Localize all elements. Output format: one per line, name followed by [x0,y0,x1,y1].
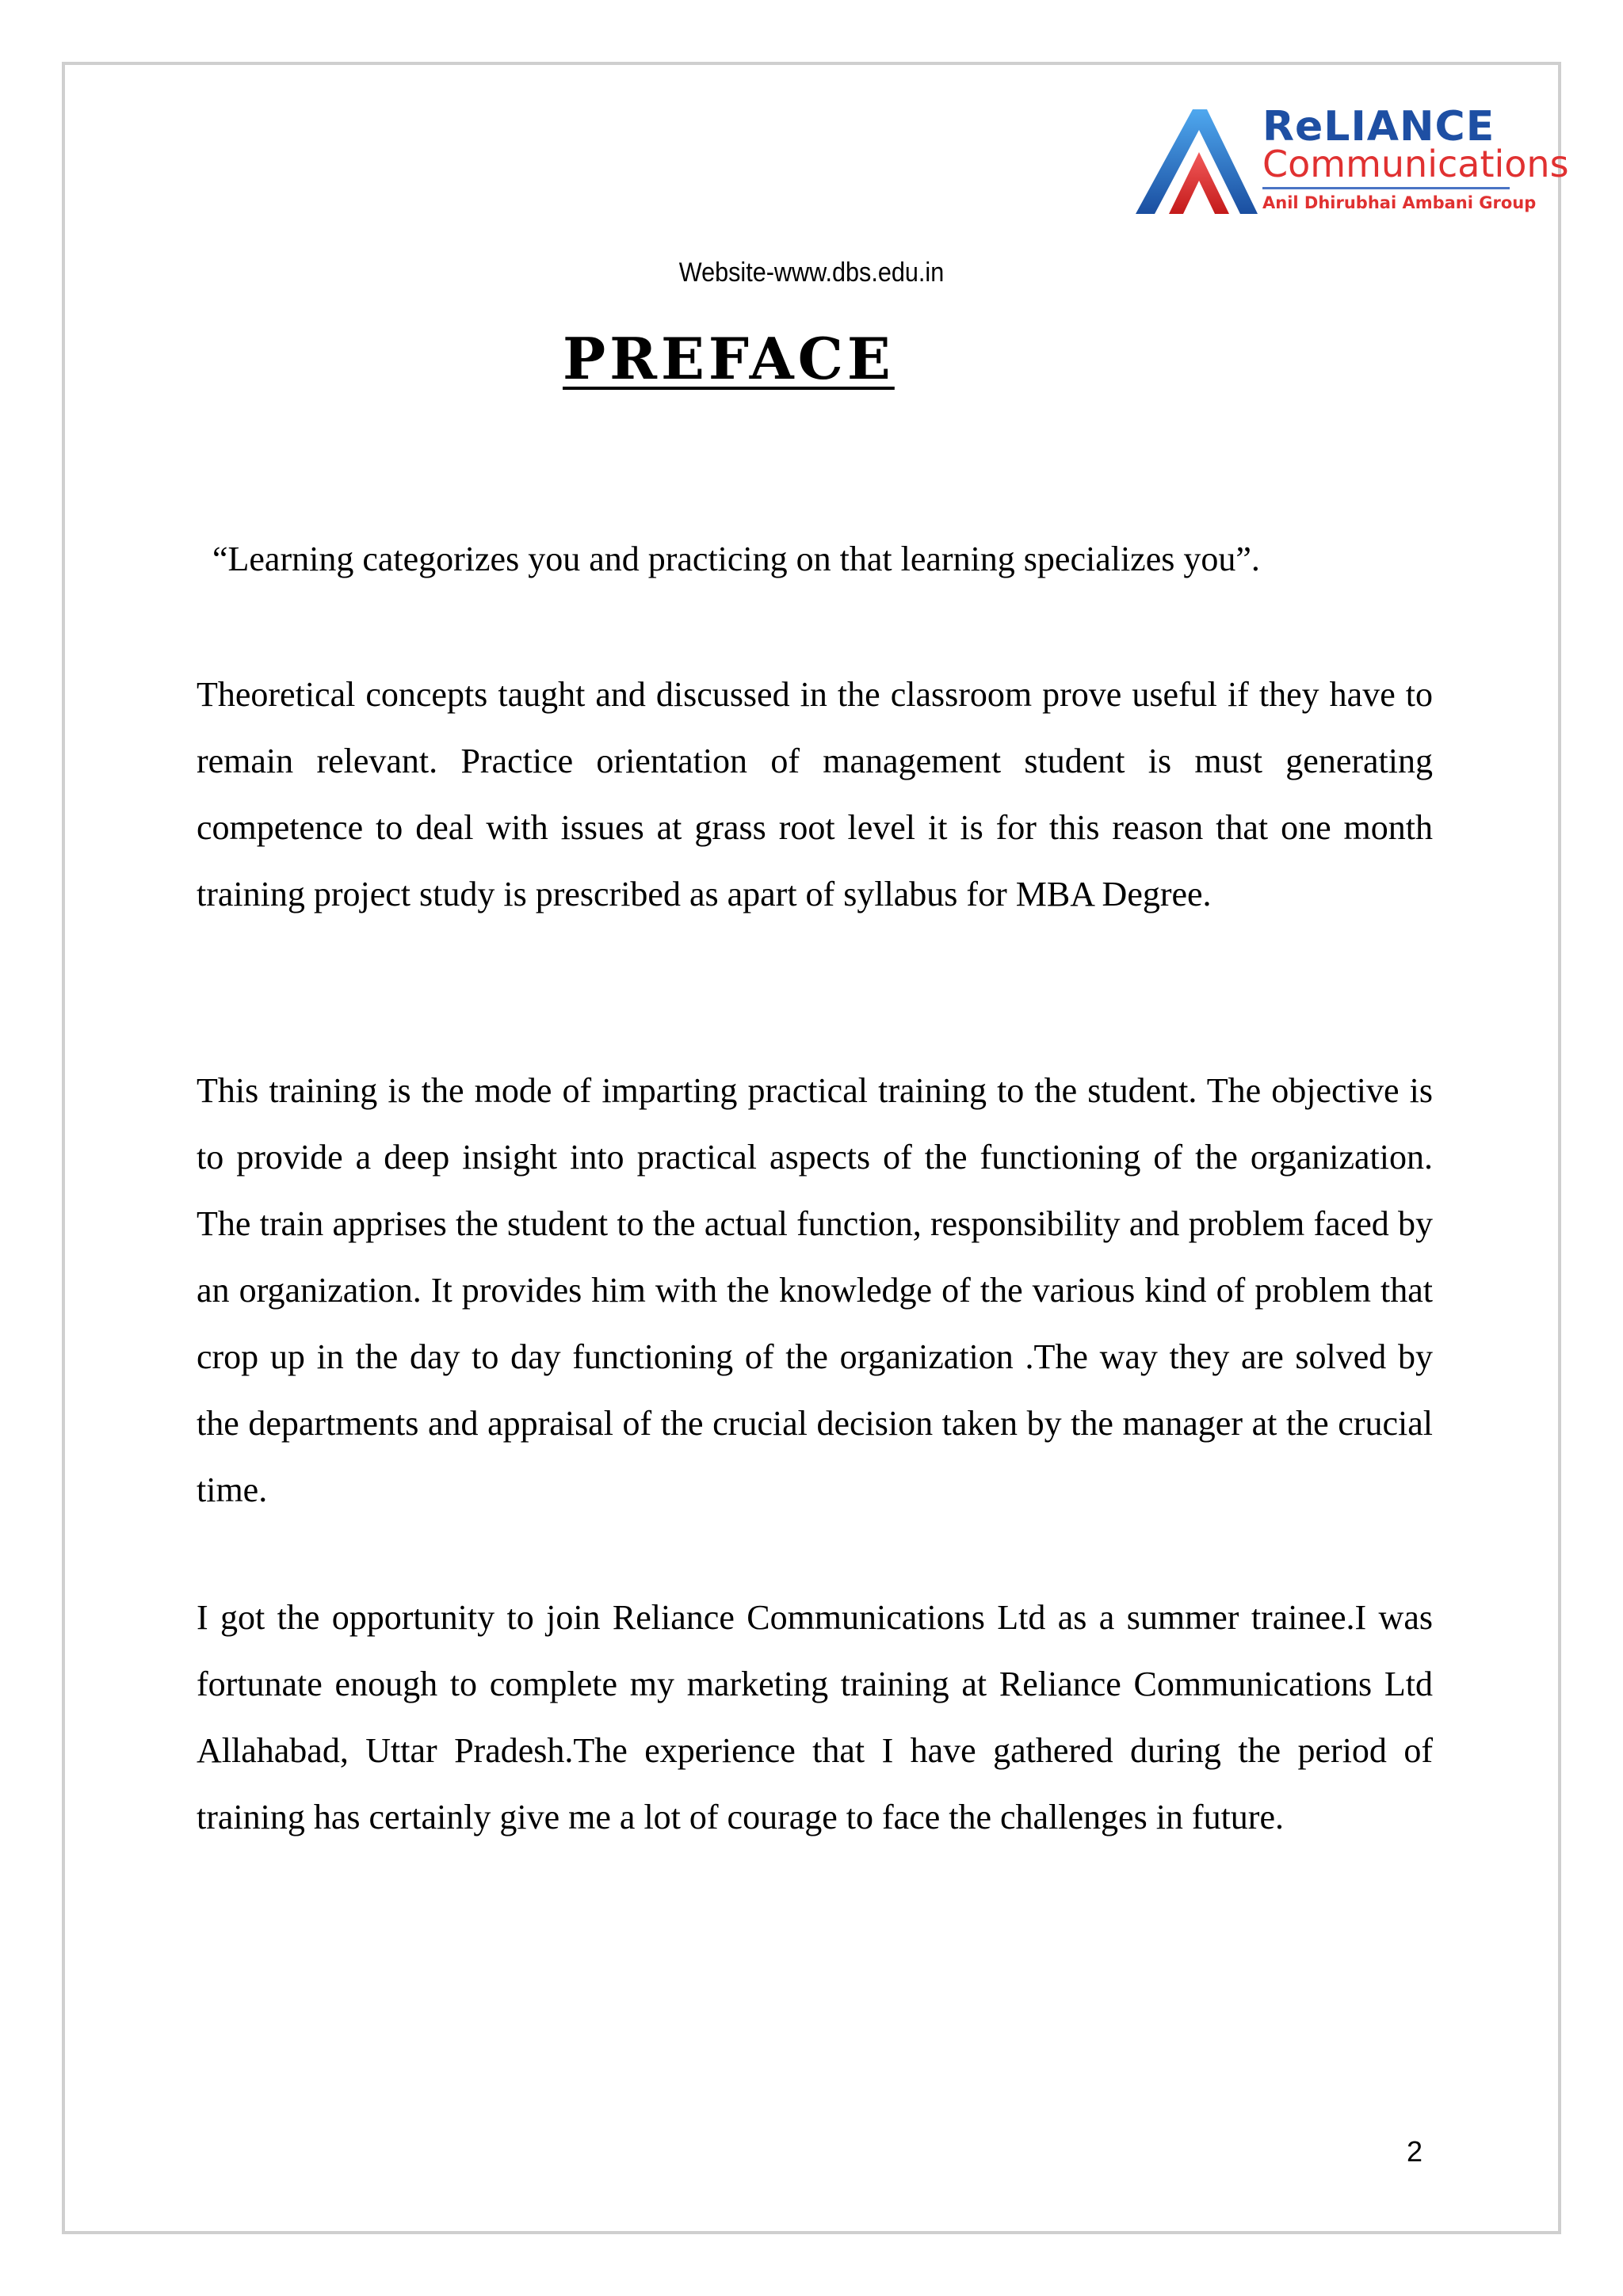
website-header: Website-www.dbs.edu.in [678,257,945,288]
quote-text: “Learning categorizes you and practicing on that learning specializes you”. [212,540,1260,578]
paragraph-2: This training is the mode of imparting practical training to the student. The objective is to provide a deep insight into practical aspects of the functioning of the organization. The train apprises the student to the actual function, responsibility and problem faced by an organization. It provides him with the knowledge of the various kind of problem that crop up in the day to day functioning of the organization .The way they are solved by the departments and appraisal of the crucial decision taken by the manager at the crucial time. [197,1071,1433,1509]
reliance-communications-logo [1129,103,1569,222]
paragraph-3: I got the opportunity to join Reliance Communications Ltd as a summer trainee.I was fortunate enough to complete my marketing training at Reliance Communications Ltd Allahabad, Uttar Pradesh.The experience that I have gathered during the period of training has certainly give me a lot of courage to face the challenges in future. [197,1598,1433,1836]
logo-divider [1262,187,1510,189]
page-title: PREFACE [563,325,895,392]
page-number: 2 [1407,2135,1423,2168]
paragraph-1: Theoretical concepts taught and discussed in the classroom prove useful if they have to remain relevant. Practice orientation of management student is must generating competence to deal with issues at grass root level it is for this reason that one month training project study is prescribed as apart of syllabus for MBA Degree. [197,675,1433,913]
logo-group-text: Anil Dhirubhai Ambani Group [1262,193,1537,212]
logo-brand-text: ReLIANCE [1262,103,1495,151]
reliance-a-mark-icon [1129,103,1264,222]
logo-division-text: Communications [1262,143,1569,185]
